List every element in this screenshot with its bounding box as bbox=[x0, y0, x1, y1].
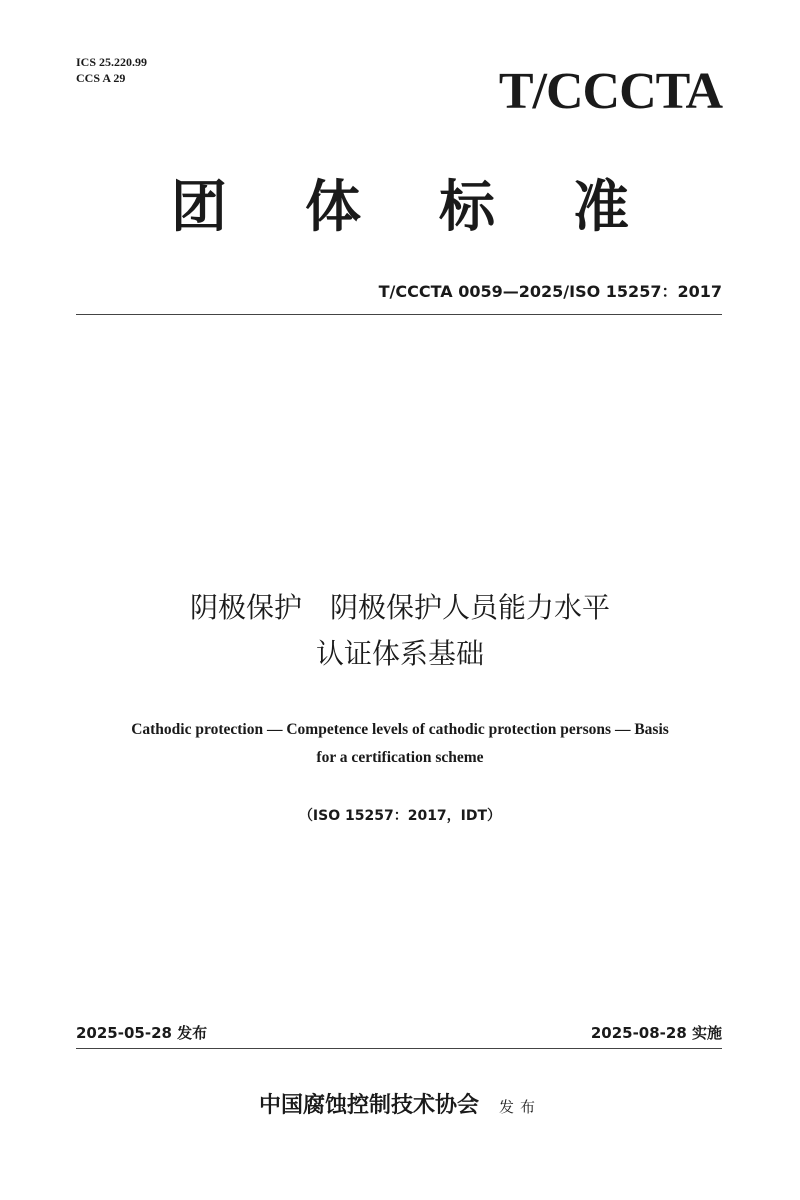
adoption-note: （ISO 15257：2017，IDT） bbox=[298, 808, 502, 824]
bottom-divider bbox=[76, 1048, 722, 1049]
implement-date: 2025-08-28 实施 bbox=[590, 1024, 722, 1042]
standard-number: T/CCCTA 0059—2025/ISO 15257：2017 bbox=[378, 282, 722, 301]
publish-date: 2025-05-28 发布 bbox=[76, 1024, 208, 1042]
issuer-action: 发布 bbox=[499, 1098, 542, 1116]
ics-code: ICS 25.220.99 bbox=[76, 55, 148, 69]
chinese-title-line-1: 阴极保护 阴极保护人员能力水平 bbox=[189, 591, 610, 624]
ccs-code: CCS A 29 bbox=[76, 71, 126, 85]
issuer-organization: 中国腐蚀控制技术协会 bbox=[258, 1093, 479, 1118]
english-title-line-2: for a certification scheme bbox=[316, 749, 484, 766]
top-divider bbox=[76, 314, 722, 315]
chinese-title-line-2: 认证体系基础 bbox=[315, 637, 484, 670]
association-logo: T/CCCTA bbox=[498, 63, 722, 120]
classification-codes bbox=[76, 54, 147, 86]
document-type-title: 团体标准 bbox=[171, 175, 707, 240]
issuer-line bbox=[0, 1088, 800, 1125]
english-title-line-1: Cathodic protection — Competence levels of cathodic protection persons — Basis bbox=[131, 721, 669, 738]
